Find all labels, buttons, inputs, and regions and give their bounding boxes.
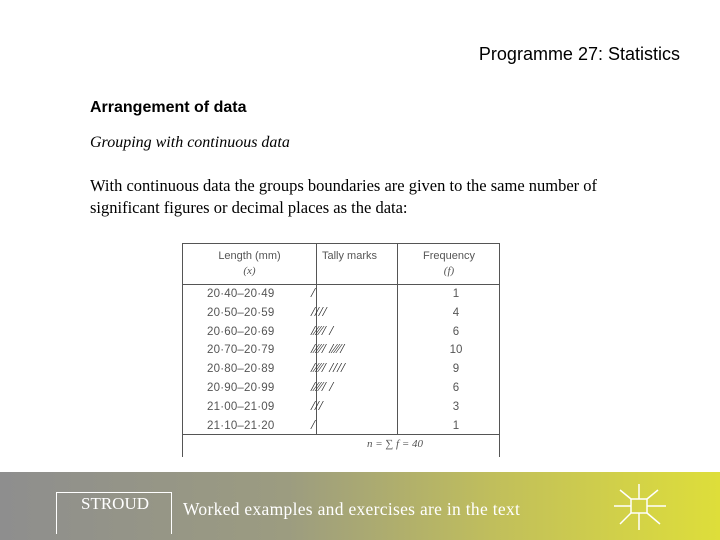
frequency-cell: 9 — [452, 363, 460, 376]
tally-cell: /⁄⁄⁄/ / — [311, 323, 334, 339]
table-row — [183, 287, 499, 306]
header-tally: Tally marks — [322, 250, 378, 262]
frequency-cell: 4 — [452, 306, 460, 319]
tally-cell: /⁄⁄⁄/ / — [311, 379, 334, 395]
tally-cell: //// — [311, 304, 327, 320]
frequency-cell: 3 — [452, 400, 460, 413]
table-row — [183, 306, 499, 325]
tally-cell: / — [311, 286, 315, 301]
body-paragraph: With continuous data the groups boundaries are given to the same number of significant figures or decimal places as the data: — [90, 176, 598, 217]
table-row — [183, 400, 499, 419]
frequency-cell: 6 — [452, 325, 460, 338]
header-frequency: Frequency (f) — [423, 250, 475, 277]
frequency-table — [182, 243, 500, 457]
table-row — [183, 343, 499, 362]
total-frequency: n = ∑ f = 40 — [367, 438, 423, 450]
section-title: Arrangement of data — [90, 99, 247, 116]
length-cell: 20·90–20·99 — [207, 381, 275, 394]
stroud-logo-box — [56, 492, 172, 534]
table-row — [183, 362, 499, 381]
tally-cell: /⁄⁄⁄/ //// — [311, 361, 345, 377]
length-cell: 20·60–20·69 — [207, 325, 275, 338]
footer-bar — [0, 472, 720, 540]
length-cell: 20·70–20·79 — [207, 344, 275, 357]
stroud-brand: STROUD — [81, 494, 150, 513]
header-length: Length (mm) (x) — [218, 250, 281, 277]
frequency-cell: 6 — [452, 381, 460, 394]
frequency-cell: 1 — [452, 419, 460, 432]
table-row — [183, 381, 499, 400]
section-subtitle: Grouping with continuous data — [90, 134, 290, 151]
tally-cell: /⁄⁄⁄/ /⁄⁄⁄/ — [311, 342, 345, 358]
frequency-cell: 1 — [452, 288, 460, 300]
length-cell: 20·50–20·59 — [207, 306, 275, 319]
frequency-cell: 10 — [449, 344, 463, 357]
length-cell: 21·00–21·09 — [207, 400, 275, 413]
footer-note: Worked examples and exercises are in the text — [183, 499, 521, 519]
table-row — [183, 419, 499, 438]
table-row — [183, 325, 499, 344]
navigation-star-icon[interactable] — [610, 482, 670, 537]
length-cell: 20·80–20·89 — [207, 363, 275, 376]
length-cell: 20·40–20·49 — [207, 288, 275, 300]
length-cell: 21·10–21·20 — [207, 419, 275, 432]
programme-title: Programme 27: Statistics — [478, 44, 680, 64]
tally-cell: / — [311, 417, 315, 433]
table-header-divider — [183, 284, 499, 285]
tally-cell: /// — [311, 398, 323, 414]
